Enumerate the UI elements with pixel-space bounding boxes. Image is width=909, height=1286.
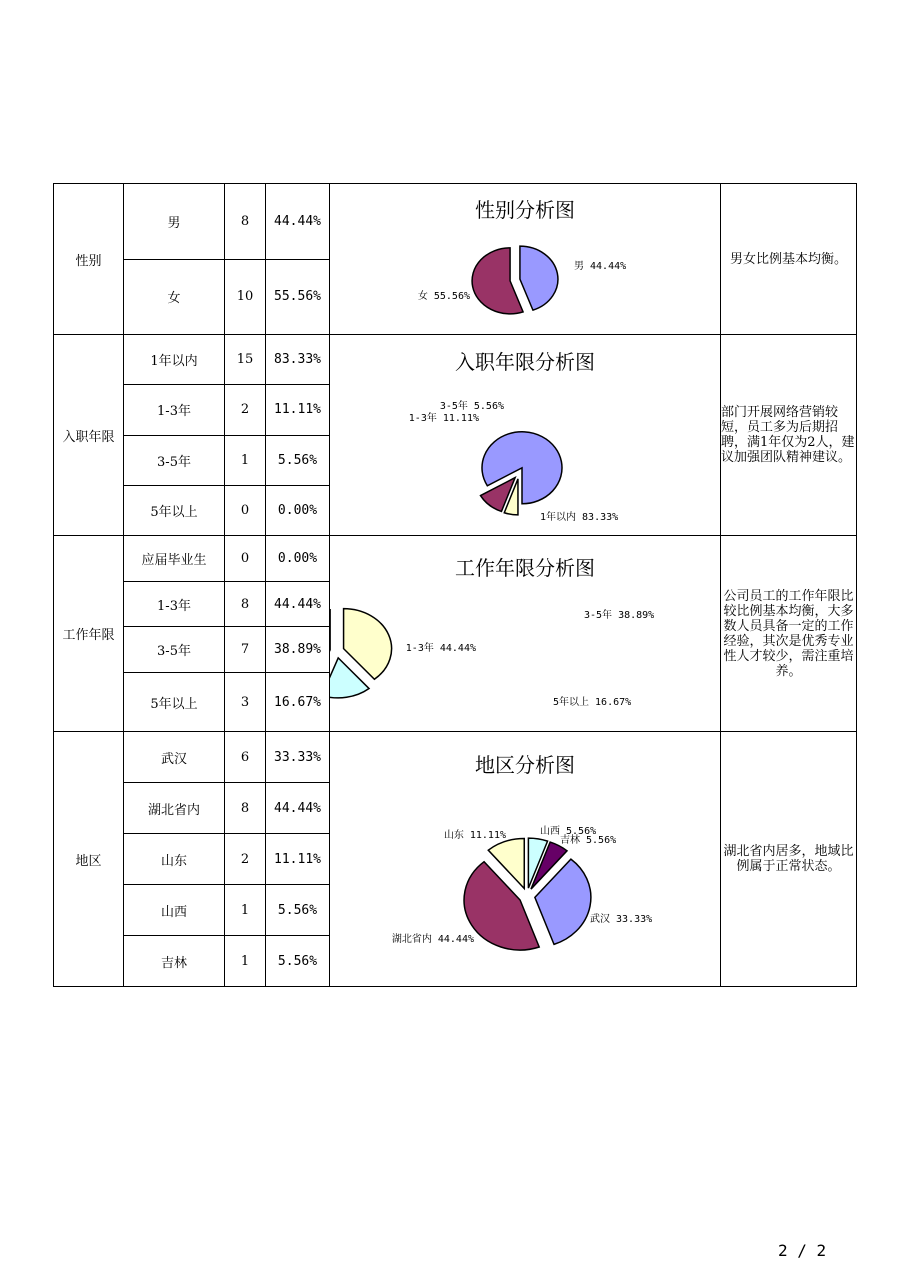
slice-label: 女 55.56% (417, 291, 470, 302)
item-cell: 3-5年 (124, 435, 225, 485)
count-cell: 0 (225, 485, 266, 535)
count-cell: 1 (225, 885, 266, 936)
table-row (54, 732, 857, 783)
count-cell: 2 (225, 834, 266, 885)
item-cell: 5年以上 (124, 485, 225, 535)
item-cell: 山东 (124, 834, 225, 885)
percent-cell: 83.33% (266, 335, 330, 385)
slice-label: 吉林 5.56% (560, 835, 617, 846)
chart-title: 工作年限分析图 (455, 556, 595, 580)
category-cell: 工作年限 (54, 536, 124, 732)
percent-cell: 44.44% (266, 582, 330, 627)
slice-label: 5年以上 16.67% (553, 697, 632, 708)
count-cell: 0 (225, 536, 266, 582)
count-cell: 15 (225, 335, 266, 385)
percent-cell: 0.00% (266, 485, 330, 535)
slice-label: 1-3年 11.11% (408, 413, 479, 424)
item-cell: 男 (124, 184, 225, 260)
slice-label: 1年以内 83.33% (540, 512, 619, 523)
percent-cell: 0.00% (266, 536, 330, 582)
chart-cell (330, 335, 721, 536)
table-row (54, 184, 857, 260)
count-cell: 7 (225, 627, 266, 673)
pie-slice (472, 248, 523, 314)
statistics-table (53, 183, 857, 987)
chart-title: 性别分析图 (475, 198, 575, 222)
percent-cell: 55.56% (266, 259, 330, 335)
item-cell: 1年以内 (124, 335, 225, 385)
page-number: 2 / 2 (778, 1241, 827, 1260)
count-cell: 8 (225, 184, 266, 260)
category-cell: 性别 (54, 184, 124, 335)
count-cell: 6 (225, 732, 266, 783)
item-cell: 吉林 (124, 936, 225, 987)
percent-cell: 11.11% (266, 385, 330, 435)
item-cell: 5年以上 (124, 673, 225, 732)
percent-cell: 11.11% (266, 834, 330, 885)
percent-cell: 38.89% (266, 627, 330, 673)
count-cell: 1 (225, 435, 266, 485)
percent-cell: 44.44% (266, 184, 330, 260)
slice-label: 湖北省内 44.44% (391, 934, 474, 945)
slice-label: 武汉 33.33% (590, 914, 653, 925)
item-cell: 女 (124, 259, 225, 335)
item-cell: 3-5年 (124, 627, 225, 673)
percent-cell: 5.56% (266, 936, 330, 987)
note-cell: 公司员工的工作年限比较比例基本均衡，大多数人员具备一定的工作经验，其次是优秀专业性人才较少，需注重培养。 (721, 536, 857, 732)
item-cell: 1-3年 (124, 582, 225, 627)
slice-label: 1-3年 44.44% (405, 643, 476, 654)
count-cell: 2 (225, 385, 266, 435)
note-cell: 部门开展网络营销较短，员工多为后期招聘，满1年仅为2人，建议加强团队精神建议。 (721, 335, 857, 536)
category-cell: 地区 (54, 732, 124, 987)
percent-cell: 5.56% (266, 885, 330, 936)
note-cell: 男女比例基本均衡。 (721, 184, 857, 335)
count-cell: 8 (225, 783, 266, 834)
slice-label: 3-5年 38.89% (584, 610, 655, 621)
slice-label: 山东 11.11% (443, 830, 506, 841)
percent-cell: 16.67% (266, 673, 330, 732)
chart-cell (330, 184, 721, 335)
slice-label: 男 44.44% (574, 261, 627, 272)
slice-label: 3-5年 5.56% (439, 401, 504, 412)
pie-chart (330, 536, 721, 727)
table-row (54, 536, 857, 582)
chart-title: 入职年限分析图 (455, 350, 595, 374)
percent-cell: 44.44% (266, 783, 330, 834)
item-cell: 应届毕业生 (124, 536, 225, 582)
table-row (54, 335, 857, 385)
pie-chart (330, 335, 721, 531)
percent-cell: 5.56% (266, 435, 330, 485)
count-cell: 10 (225, 259, 266, 335)
item-cell: 武汉 (124, 732, 225, 783)
pie-chart (330, 184, 721, 330)
count-cell: 3 (225, 673, 266, 732)
percent-cell: 33.33% (266, 732, 330, 783)
pie-slice (344, 609, 392, 680)
category-cell: 入职年限 (54, 335, 124, 536)
pie-chart (330, 732, 721, 982)
chart-cell (330, 732, 721, 987)
note-cell: 湖北省内居多，地域比例属于正常状态。 (721, 732, 857, 987)
slice-label: 山西 5.56% (540, 826, 597, 837)
chart-title: 地区分析图 (475, 753, 575, 777)
count-cell: 8 (225, 582, 266, 627)
item-cell: 湖北省内 (124, 783, 225, 834)
item-cell: 1-3年 (124, 385, 225, 435)
item-cell: 山西 (124, 885, 225, 936)
chart-cell (330, 536, 721, 732)
count-cell: 1 (225, 936, 266, 987)
pie-slice (520, 246, 558, 310)
